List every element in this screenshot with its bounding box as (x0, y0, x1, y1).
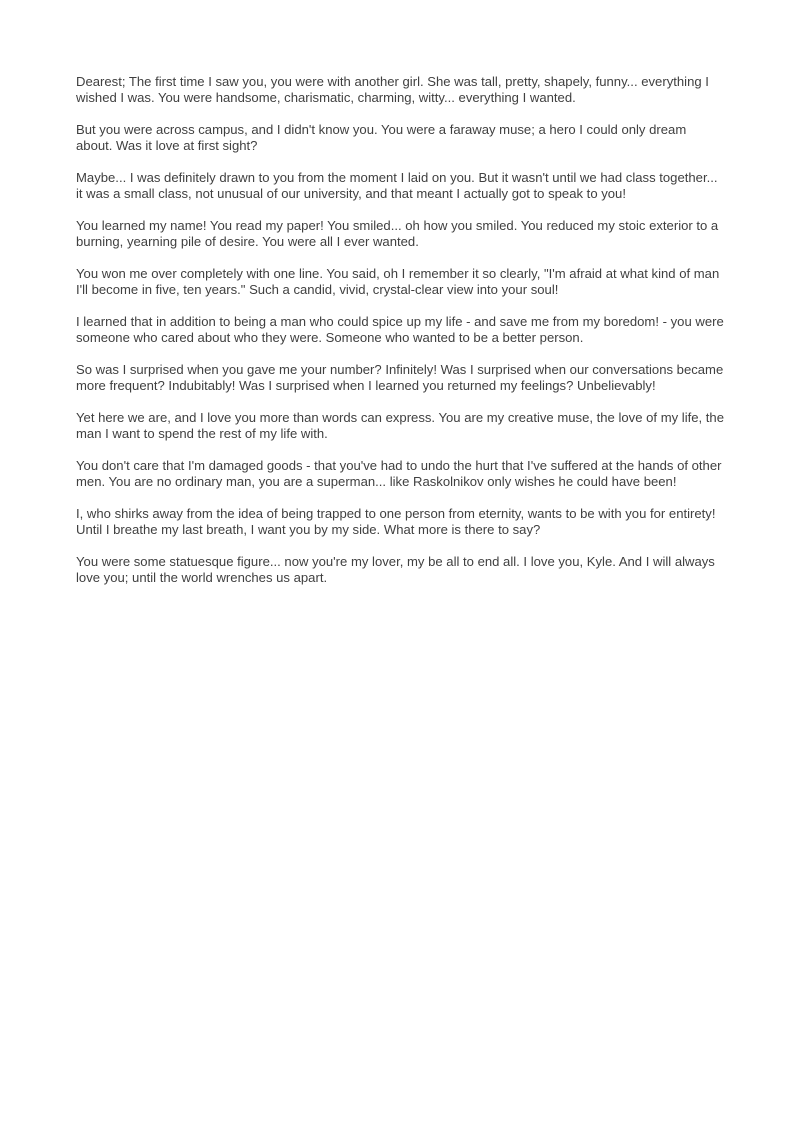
letter-body (76, 74, 724, 602)
paragraph-4: You learned my name! You read my paper! You smiled... oh how you smiled. You reduced my stoic exterior to a burning, yearning pile of desire. You were all I ever wanted. (76, 218, 719, 249)
paragraph-6: I learned that in addition to being a man who could spice up my life - and save me from my boredom! - you were someone who cared about who they were. Someone who wanted to be a better person. (76, 314, 724, 345)
paragraph-9: You don't care that I'm damaged goods - that you've had to undo the hurt that I've suffered at the hands of other men. You are no ordinary man, you are a superman... like Raskolnikov only wishes he could have been! (76, 458, 722, 489)
paragraph-5: You won me over completely with one line. You said, oh I remember it so clearly, "I'm afraid at what kind of man I'll become in five, ten years." Such a candid, vivid, crystal-clear view into your soul! (76, 266, 720, 297)
paragraph-8: Yet here we are, and I love you more than words can express. You are my creative muse, the love of my life, the man I want to spend the rest of my life with. (76, 410, 724, 441)
paragraph-10: I, who shirks away from the idea of being trapped to one person from eternity, wants to be with you for entirety! Until I breathe my last breath, I want you by my side. What more is there to say? (76, 506, 716, 537)
paragraph-3: Maybe... I was definitely drawn to you from the moment I laid on you. But it wasn't until we had class together... it was a small class, not unusual of our university, and that meant I actually got to speak to you! (76, 170, 718, 201)
paragraph-7: So was I surprised when you gave me your number? Infinitely! Was I surprised when our conversations became more frequent? Indubitably! Was I surprised when I learned you returned my feelings? Unbelievably! (76, 362, 724, 393)
paragraph-2: But you were across campus, and I didn't know you. You were a faraway muse; a hero I could only dream about. Was it love at first sight? (76, 122, 687, 153)
paragraph-1: Dearest; The first time I saw you, you were with another girl. She was tall, pretty, shapely, funny... everything I wished I was. You were handsome, charismatic, charming, witty... everything I wanted. (76, 74, 709, 105)
paragraph-11: You were some statuesque figure... now you're my lover, my be all to end all. I love you, Kyle. And I will always love you; until the world wrenches us apart. (76, 554, 715, 585)
